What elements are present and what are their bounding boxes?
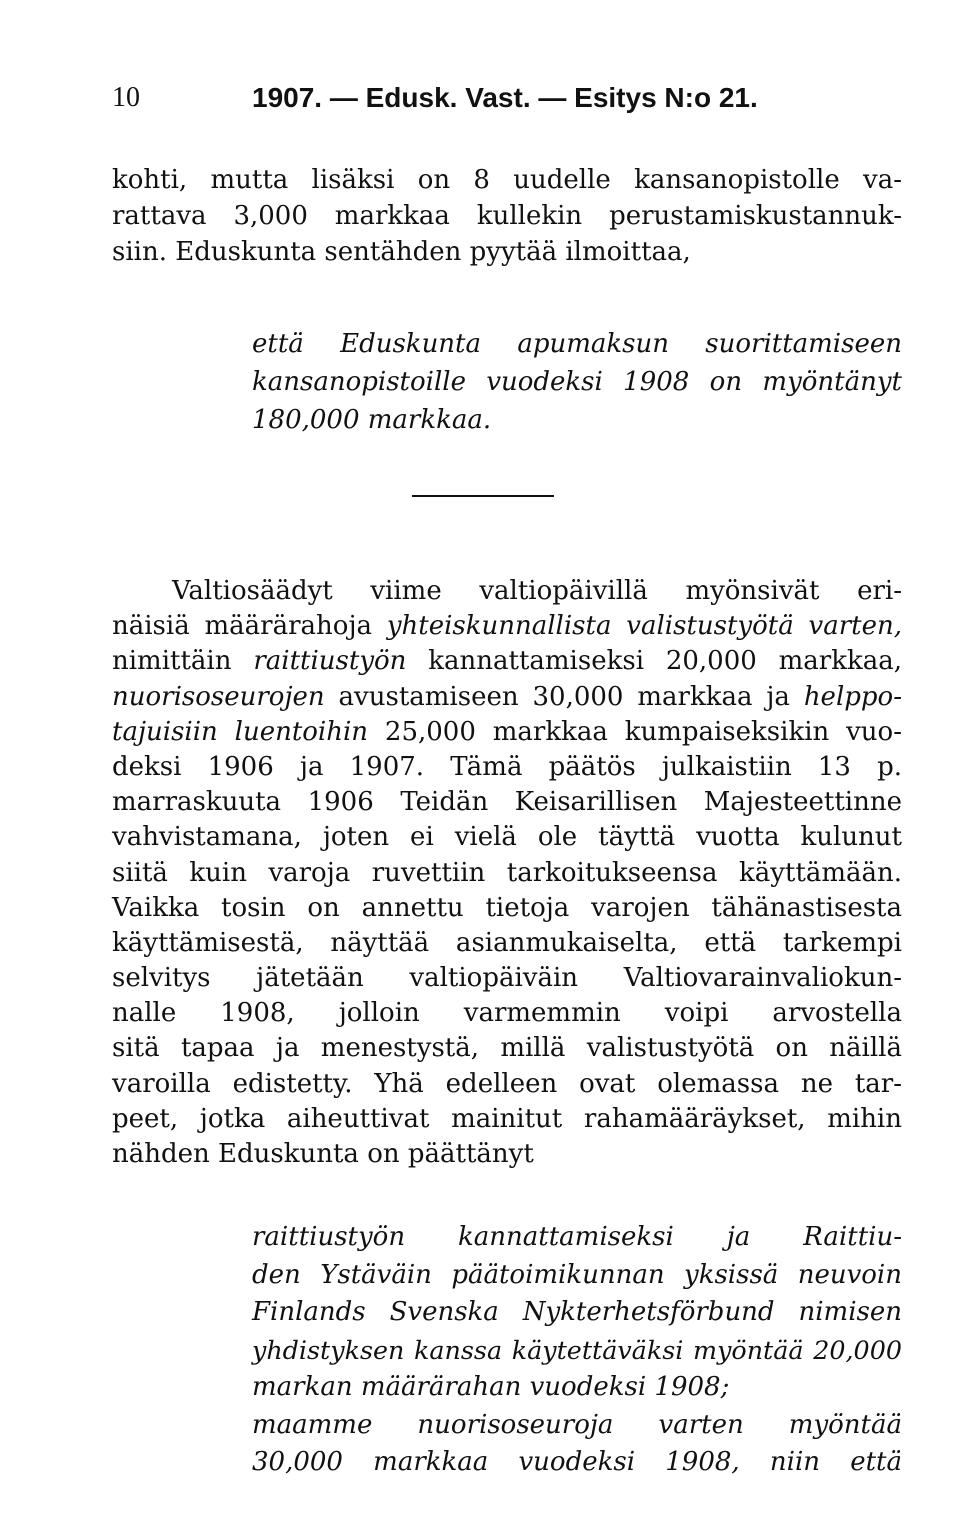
text-segment: nalle 1908, jolloin varmemmin voipi arvostella [112, 998, 902, 1029]
text-line [112, 856, 902, 891]
italic-phrase: nuorisoseurojen [112, 681, 325, 712]
text-line [112, 1031, 902, 1066]
text-segment: siitä kuin varoja ruvettiin tarkoitukseensa käyttämään. [112, 857, 902, 888]
text-line: kohti, mutta lisäksi on 8 uudelle kansanopistolle va- [112, 165, 902, 195]
italic-phrase: tajuisiin luentoihin [112, 716, 369, 747]
text-line [112, 715, 902, 750]
text-line [112, 996, 902, 1031]
text-line [112, 644, 902, 679]
resolution-line: markan määrärahan vuodeksi 1908; [252, 1372, 730, 1402]
text-line [112, 1102, 902, 1137]
italic-phrase: yhteiskunnallista valistustyötä varten, [386, 611, 902, 642]
text-line: siin. Eduskunta sentähden pyytää ilmoittaa, [112, 237, 691, 267]
text-line [112, 785, 902, 820]
resolution-line: että Eduskunta apumaksun suorittamiseen [252, 329, 902, 359]
text-line [112, 961, 902, 996]
text-line [112, 574, 902, 609]
text-segment: deksi 1906 ja 1907. Tämä päätös julkaistiin 13 p. [112, 751, 902, 782]
text-segment: nimittäin [112, 646, 254, 677]
page-number: 10 [112, 82, 140, 113]
paragraph-valistustyo [112, 574, 902, 1172]
italic-phrase: raittiustyön [253, 646, 407, 677]
text-segment: nähden Eduskunta on päättänyt [112, 1139, 534, 1169]
resolution-raittiustyo [252, 1219, 902, 1482]
text-segment: sitä tapaa ja menestystä, millä valistustyötä on näillä [112, 1033, 902, 1064]
section-divider [412, 495, 554, 497]
page-header [112, 78, 902, 118]
text-segment: selvitys jätetään valtiopäiväin Valtiovarainvaliokun- [112, 963, 902, 994]
resolution-line: 180,000 markkaa. [252, 405, 492, 435]
text-segment: vahvistamana, joten ei vielä ole täyttä vuotta kulunut [112, 822, 902, 853]
text-line [112, 1137, 902, 1172]
resolution-line: Finlands Svenska Nykterhetsförbund nimisen [252, 1297, 902, 1327]
resolution-line: 30,000 markkaa vuodeksi 1908, niin että [252, 1447, 902, 1477]
text-segment: marraskuuta 1906 Teidän Keisarillisen Majesteettinne [112, 787, 902, 818]
text-line [112, 750, 902, 785]
text-line [112, 609, 902, 644]
resolution-kansanopistot [252, 325, 902, 439]
paragraph-kansanopistot [112, 162, 902, 270]
resolution-line: kansanopistoille vuodeksi 1908 on myöntänyt [252, 367, 902, 397]
text-segment: 25,000 markkaa kumpaiseksikin vuo- [368, 716, 902, 747]
text-segment: Vaikka tosin on annettu tietoja varojen tähänastisesta [112, 892, 902, 923]
text-line [112, 820, 902, 855]
text-segment: Valtiosäädyt viime valtiopäivillä myönsivät eri- [172, 576, 902, 606]
text-line [112, 680, 902, 715]
text-segment: näisiä määrärahoja [112, 611, 387, 642]
resolution-line: maamme nuorisoseuroja varten myöntää [252, 1409, 902, 1440]
text-segment: käyttämisestä, näyttää asianmukaiselta, että tarkempi [112, 927, 902, 958]
text-segment: avustamiseen 30,000 markkaa ja [324, 681, 804, 712]
text-line [112, 1067, 902, 1102]
italic-phrase: helppo- [803, 681, 902, 712]
text-segment: peet, jotka aiheuttivat mainitut rahamääräykset, mihin [112, 1103, 902, 1134]
resolution-line: yhdistyksen kanssa käytettäväksi myöntää 20,000 [252, 1334, 902, 1365]
resolution-line: raittiustyön kannattamiseksi ja Raittiu- [252, 1222, 902, 1252]
running-title: 1907. — Edusk. Vast. — Esitys N:o 21. [252, 82, 758, 113]
text-segment: varoilla edistetty. Yhä edelleen ovat olemassa ne tar- [112, 1068, 902, 1099]
text-line [112, 891, 902, 926]
resolution-line: den Ystäväin päätoimikunnan yksissä neuvoin [252, 1259, 902, 1290]
text-line [112, 926, 902, 961]
text-segment: kannattamiseksi 20,000 markkaa, [406, 646, 902, 677]
text-line: rattava 3,000 markkaa kullekin perustamiskustannuk- [112, 201, 902, 231]
